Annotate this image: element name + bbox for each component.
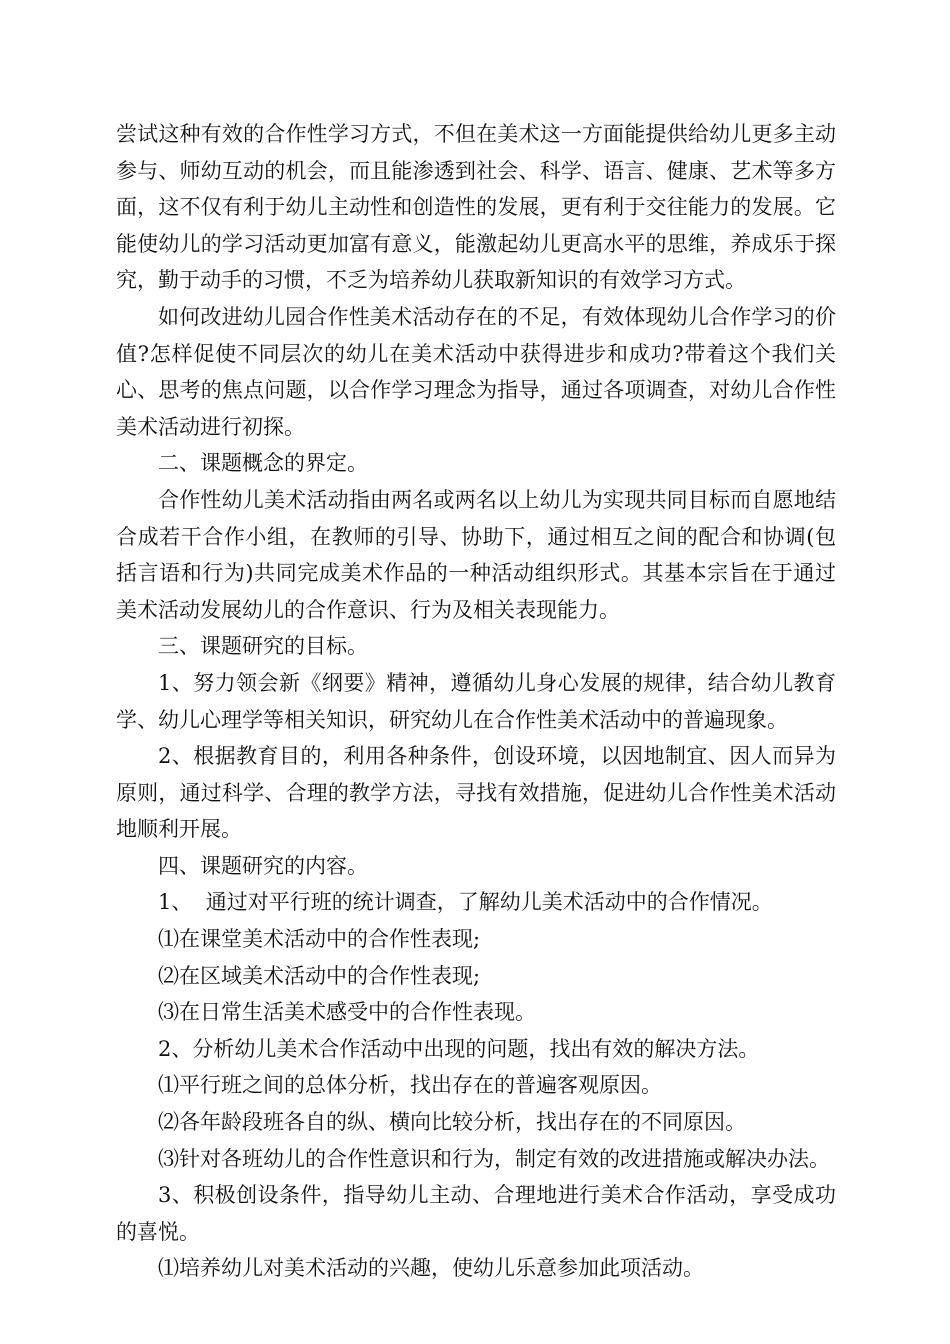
section-heading-content: 四、课题研究的内容。: [158, 853, 368, 878]
content-subitem-2-3: ⑶针对各班幼儿的合作性意识和行为，制定有效的改进措施或解决办法。: [158, 1146, 830, 1171]
content-subitem-2-2: ⑵各年龄段班各自的纵、横向比较分析，找出存在的不同原因。: [158, 1110, 746, 1135]
goal-item-2: 2、根据教育目的，利用各种条件，创设环境，以因地制宜、因人而异为原则，通过科学、合理的教学方法，寻找有效措施，促进幼儿合作性美术活动地顺利开展。: [116, 744, 836, 842]
section-heading-goals: 三、课题研究的目标。: [158, 634, 368, 659]
content-subitem-1-3: ⑶在日常生活美术感受中的合作性表现。: [158, 1000, 536, 1025]
body-text: [116, 116, 836, 1287]
paragraph-continuation: 尝试这种有效的合作性学习方式，不但在美术这一方面能提供给幼儿更多主动参与、师幼互动的机会，而且能渗透到社会、科学、语言、健康、艺术等多方面，这不仅有利于幼儿主动性和创造性的发展，更有利于交往能力的发展。它能使幼儿的学习活动更加富有意义，能激起幼儿更高水平的思维，养成乐于探究，勤于动手的习惯，不乏为培养幼儿获取新知识的有效学习方式。: [116, 122, 836, 293]
paragraph-concept-definition: 合作性幼儿美术活动指由两名或两名以上幼儿为实现共同目标而自愿地结合成若干合作小组，在教师的引导、协助下，通过相互之间的配合和协调(包括言语和行为)共同完成美术作品的一种活动组织形式。其基本宗旨在于通过美术活动发展幼儿的合作意识、行为及相关表现能力。: [116, 487, 836, 622]
content-item-2: 2、分析幼儿美术合作活动中出现的问题，找出有效的解决方法。: [158, 1036, 760, 1061]
content-subitem-1-1: ⑴在课堂美术活动中的合作性表现;: [158, 927, 481, 952]
content-item-3: 3、积极创设条件，指导幼儿主动、合理地进行美术合作活动，享受成功的喜悦。: [116, 1183, 836, 1244]
content-subitem-2-1: ⑴平行班之间的总体分析，找出存在的普遍客观原因。: [158, 1073, 662, 1098]
paragraph-research-question: 如何改进幼儿园合作性美术活动存在的不足，有效体现幼儿合作学习的价值?怎样促使不同层次的幼儿在美术活动中获得进步和成功?带着这个我们关心、思考的焦点问题，以合作学习理念为指导，通过各项调查，对幼儿合作性美术活动进行初探。: [116, 304, 836, 439]
content-subitem-1-2: ⑵在区域美术活动中的合作性表现;: [158, 963, 481, 988]
content-subitem-3-1: ⑴培养幼儿对美术活动的兴趣，使幼儿乐意参加此项活动。: [158, 1256, 704, 1281]
goal-item-1: 1、努力领会新《纲要》精神，遵循幼儿身心发展的规律，结合幼儿教育学、幼儿心理学等相关知识，研究幼儿在合作性美术活动中的普遍现象。: [116, 670, 836, 732]
section-heading-concept: 二、课题概念的界定。: [158, 451, 368, 476]
content-item-1: 1、 通过对平行班的统计调查，了解幼儿美术活动中的合作情况。: [158, 890, 773, 915]
